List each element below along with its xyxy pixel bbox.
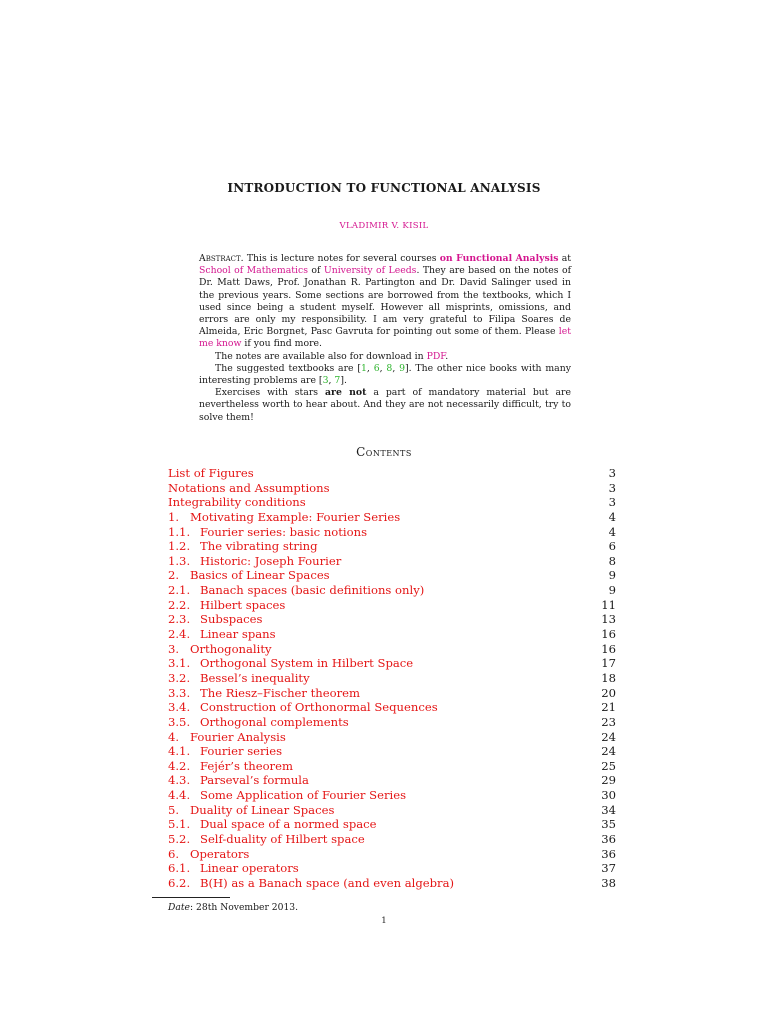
toc-entry-label[interactable]: The Riesz–Fischer theorem bbox=[200, 685, 361, 700]
toc-entry-page: 38 bbox=[601, 875, 616, 890]
toc-entry-label[interactable]: Motivating Example: Fourier Series bbox=[190, 509, 401, 524]
contact-link[interactable]: let me know bbox=[199, 326, 571, 350]
toc-entry-label[interactable]: Orthogonality bbox=[190, 641, 272, 656]
toc-entry-number[interactable]: 3.1. bbox=[168, 656, 191, 671]
abstract-text: of bbox=[307, 265, 324, 277]
toc-entry[interactable] bbox=[168, 715, 616, 730]
toc-entry-label[interactable]: Banach spaces (basic definitions only) bbox=[200, 583, 425, 598]
course-link[interactable]: on Functional Analysis bbox=[439, 253, 559, 264]
toc-entry-page: 25 bbox=[601, 758, 616, 773]
university-link[interactable]: University of Leeds bbox=[323, 265, 417, 277]
toc-entry-number[interactable]: 3. bbox=[168, 641, 180, 656]
abstract-heading: Abstract. bbox=[199, 253, 244, 264]
toc-entry[interactable] bbox=[168, 817, 616, 832]
toc-entry-number[interactable]: 2.4. bbox=[168, 627, 191, 642]
abstract-text: at bbox=[558, 253, 572, 264]
abstract-paragraph-4 bbox=[199, 387, 571, 424]
toc-entry[interactable] bbox=[168, 656, 616, 671]
toc-entry-number[interactable]: 2.2. bbox=[168, 597, 191, 612]
toc-entry-number[interactable]: 3.2. bbox=[168, 670, 191, 685]
emphasis-text: are not bbox=[325, 387, 367, 399]
abstract-paragraph-3 bbox=[199, 363, 571, 387]
toc-entry-label[interactable]: Hilbert spaces bbox=[200, 597, 286, 612]
toc-entry[interactable] bbox=[168, 876, 616, 891]
toc-entry[interactable] bbox=[168, 627, 616, 642]
toc-entry[interactable] bbox=[168, 744, 616, 759]
toc-entry[interactable] bbox=[168, 759, 616, 774]
citation-sep: , bbox=[328, 375, 335, 387]
toc-entry-number[interactable]: 6.1. bbox=[168, 861, 191, 876]
toc-entry-number[interactable]: 1.3. bbox=[168, 553, 191, 568]
toc-entry[interactable] bbox=[168, 583, 616, 598]
toc-entry-number[interactable]: 2.3. bbox=[168, 612, 191, 627]
toc-entry-number[interactable]: 5.1. bbox=[168, 817, 191, 832]
abstract-paragraph-1 bbox=[199, 253, 571, 351]
toc-entry-number[interactable]: 4.2. bbox=[168, 758, 191, 773]
toc-entry[interactable] bbox=[168, 832, 616, 847]
toc-entry-page: 24 bbox=[601, 744, 616, 759]
toc-entry-page: 37 bbox=[601, 861, 616, 876]
toc-entry-label[interactable]: Notations and Assumptions bbox=[168, 480, 330, 495]
toc-entry-number[interactable]: 1. bbox=[168, 509, 180, 524]
toc-entry-label[interactable]: Parseval’s formula bbox=[200, 773, 309, 788]
toc-entry[interactable] bbox=[168, 495, 616, 510]
toc-entry[interactable] bbox=[168, 539, 616, 554]
toc-entry-page: 4 bbox=[608, 524, 616, 539]
toc-entry-number[interactable]: 3.4. bbox=[168, 700, 191, 715]
toc-entry-page: 21 bbox=[601, 700, 616, 715]
toc-entry-number[interactable]: 3.5. bbox=[168, 714, 191, 729]
footnote-rule bbox=[152, 897, 230, 898]
toc-entry-label[interactable]: Operators bbox=[190, 846, 250, 861]
citation-link[interactable]: 7 bbox=[334, 375, 341, 387]
footnote-label: Date bbox=[168, 902, 190, 913]
toc-entry-number[interactable]: 2. bbox=[168, 568, 180, 583]
toc-entry[interactable] bbox=[168, 598, 616, 613]
toc-entry-page: 8 bbox=[608, 553, 616, 568]
table-of-contents bbox=[168, 466, 616, 891]
citation-link[interactable]: 1 bbox=[360, 362, 367, 374]
toc-entry[interactable] bbox=[168, 525, 616, 540]
toc-entry-number[interactable]: 6.2. bbox=[168, 875, 191, 890]
toc-entry[interactable] bbox=[168, 642, 616, 657]
abstract-paragraph-2 bbox=[199, 351, 571, 363]
footnote-text: : 28th November 2013. bbox=[189, 902, 299, 913]
citation-sep: , bbox=[366, 362, 374, 374]
toc-entry-page: 17 bbox=[601, 656, 616, 671]
citation-link[interactable]: 8 bbox=[386, 362, 393, 374]
toc-entry[interactable] bbox=[168, 730, 616, 745]
toc-entry-page: 24 bbox=[601, 729, 616, 744]
toc-entry[interactable] bbox=[168, 773, 616, 788]
author-name[interactable]: VLADIMIR V. KISIL bbox=[339, 221, 429, 231]
toc-entry-label[interactable]: Fourier series: basic notions bbox=[200, 524, 368, 539]
abstract-text: a part of mandatory material but are nevertheless worth to hear about. And they are not necessarily difficult, try to solve them! bbox=[199, 387, 571, 423]
toc-entry-label[interactable]: Fejér’s theorem bbox=[200, 758, 293, 773]
toc-entry-label[interactable]: Some Application of Fourier Series bbox=[200, 788, 407, 803]
toc-entry-number[interactable]: 5.2. bbox=[168, 832, 191, 847]
toc-entry[interactable] bbox=[168, 612, 616, 627]
toc-entry[interactable] bbox=[168, 788, 616, 803]
toc-entry[interactable] bbox=[168, 861, 616, 876]
toc-entry-number[interactable]: 1.1. bbox=[168, 524, 191, 539]
toc-entry-page: 3 bbox=[608, 466, 616, 480]
toc-entry[interactable] bbox=[168, 466, 616, 481]
toc-entry-page: 16 bbox=[601, 641, 616, 656]
school-link[interactable]: School of Mathematics bbox=[199, 265, 308, 277]
abstract-text: Exercises with stars bbox=[215, 387, 326, 399]
toc-entry-page: 30 bbox=[601, 788, 616, 803]
toc-entry-label[interactable]: Linear operators bbox=[200, 861, 299, 876]
toc-entry-label[interactable]: Construction of Orthonormal Sequences bbox=[200, 700, 438, 715]
toc-entry-number[interactable]: 3.3. bbox=[168, 685, 191, 700]
abstract-text: The notes are available also for download in bbox=[215, 350, 427, 362]
abstract-text: . They are based on the notes of Dr. Matt Daws, Prof. Jonathan R. Partington and Dr. David Salinger used in the previous years. Some sections are borrowed from the textbooks, which I used since being a student myself. However all misprints, omissions, and errors are only my responsibility. I am very grateful to Filipa Soares de Almeida, Eric Borgnet, Pasc Gavruta for pointing out some of them. Please bbox=[199, 265, 572, 338]
toc-entry[interactable] bbox=[168, 847, 616, 862]
citation-link[interactable]: 3 bbox=[322, 375, 329, 387]
abstract-text: if you find more. bbox=[241, 338, 322, 350]
page-number: 1 bbox=[381, 916, 387, 926]
toc-entry-page: 3 bbox=[608, 480, 616, 495]
toc-entry-label[interactable]: Integrability conditions bbox=[168, 495, 306, 510]
toc-entry-page: 4 bbox=[608, 509, 616, 524]
toc-entry[interactable] bbox=[168, 700, 616, 715]
toc-entry-label[interactable]: Fourier series bbox=[200, 744, 283, 759]
toc-entry-label[interactable]: Historic: Joseph Fourier bbox=[200, 553, 342, 568]
toc-entry-number[interactable]: 5. bbox=[168, 802, 180, 817]
toc-entry-label[interactable]: Orthogonal complements bbox=[200, 714, 349, 729]
contents-heading: Contents bbox=[356, 445, 412, 459]
toc-entry-page: 35 bbox=[601, 817, 616, 832]
abstract bbox=[199, 253, 571, 424]
toc-entry[interactable] bbox=[168, 568, 616, 583]
abstract-text: The suggested textbooks are [ bbox=[215, 362, 361, 374]
toc-entry-page: 23 bbox=[601, 714, 616, 729]
toc-entry[interactable] bbox=[168, 671, 616, 686]
citation-sep: , bbox=[392, 362, 400, 374]
date-footnote bbox=[168, 902, 298, 913]
toc-entry-page: 29 bbox=[601, 773, 616, 788]
toc-entry[interactable] bbox=[168, 554, 616, 569]
toc-entry-page: 16 bbox=[601, 627, 616, 642]
toc-entry-page: 3 bbox=[608, 495, 616, 510]
toc-entry-page: 18 bbox=[601, 670, 616, 685]
abstract-text: . bbox=[445, 350, 449, 362]
toc-entry-label[interactable]: Dual space of a normed space bbox=[200, 817, 377, 832]
toc-entry-label[interactable]: B(H) as a Banach space (and even algebra) bbox=[200, 875, 455, 890]
abstract-text: ]. bbox=[340, 375, 347, 387]
toc-entry-page: 11 bbox=[601, 597, 616, 612]
toc-entry-number[interactable]: 6. bbox=[168, 846, 180, 861]
paper-title: INTRODUCTION TO FUNCTIONAL ANALYSIS bbox=[227, 181, 541, 195]
toc-entry-page: 6 bbox=[608, 539, 616, 554]
toc-entry-label[interactable]: Linear spans bbox=[200, 627, 276, 642]
toc-entry-label[interactable]: Subspaces bbox=[200, 612, 263, 627]
abstract-text: ]. The other nice books with many interesting problems are [ bbox=[199, 362, 571, 387]
toc-entry-number[interactable]: 4.3. bbox=[168, 773, 191, 788]
citation-link[interactable]: 6 bbox=[373, 362, 380, 374]
toc-entry-page: 9 bbox=[608, 583, 616, 598]
toc-entry-page: 34 bbox=[601, 802, 616, 817]
abstract-text: This is lecture notes for several courses bbox=[243, 253, 440, 264]
toc-entry-page: 9 bbox=[608, 568, 616, 583]
toc-entry-label[interactable]: Basics of Linear Spaces bbox=[190, 568, 330, 583]
toc-entry-number[interactable]: 2.1. bbox=[168, 583, 191, 598]
toc-entry-label[interactable]: Bessel’s inequality bbox=[200, 670, 310, 685]
toc-entry-page: 36 bbox=[601, 846, 616, 861]
pdf-link[interactable]: PDF bbox=[426, 350, 446, 362]
toc-entry-number[interactable]: 4. bbox=[168, 729, 180, 744]
citation-link[interactable]: 9 bbox=[399, 362, 406, 374]
toc-entry-number[interactable]: 4.4. bbox=[168, 788, 191, 803]
toc-entry-number[interactable]: 4.1. bbox=[168, 744, 191, 759]
toc-entry-label[interactable]: List of Figures bbox=[168, 466, 254, 480]
toc-entry[interactable] bbox=[168, 803, 616, 818]
toc-entry[interactable] bbox=[168, 686, 616, 701]
citation-sep: , bbox=[379, 362, 387, 374]
toc-entry[interactable] bbox=[168, 481, 616, 496]
toc-entry-label[interactable]: Self-duality of Hilbert space bbox=[200, 832, 365, 847]
toc-entry-page: 13 bbox=[601, 612, 616, 627]
toc-entry[interactable] bbox=[168, 510, 616, 525]
toc-entry-label[interactable]: Fourier Analysis bbox=[190, 729, 286, 744]
toc-entry-label[interactable]: Duality of Linear Spaces bbox=[190, 802, 335, 817]
toc-entry-page: 36 bbox=[601, 832, 616, 847]
toc-entry-page: 20 bbox=[601, 685, 616, 700]
toc-entry-label[interactable]: The vibrating string bbox=[200, 539, 318, 554]
toc-entry-number[interactable]: 1.2. bbox=[168, 539, 191, 554]
toc-entry-label[interactable]: Orthogonal System in Hilbert Space bbox=[200, 656, 414, 671]
